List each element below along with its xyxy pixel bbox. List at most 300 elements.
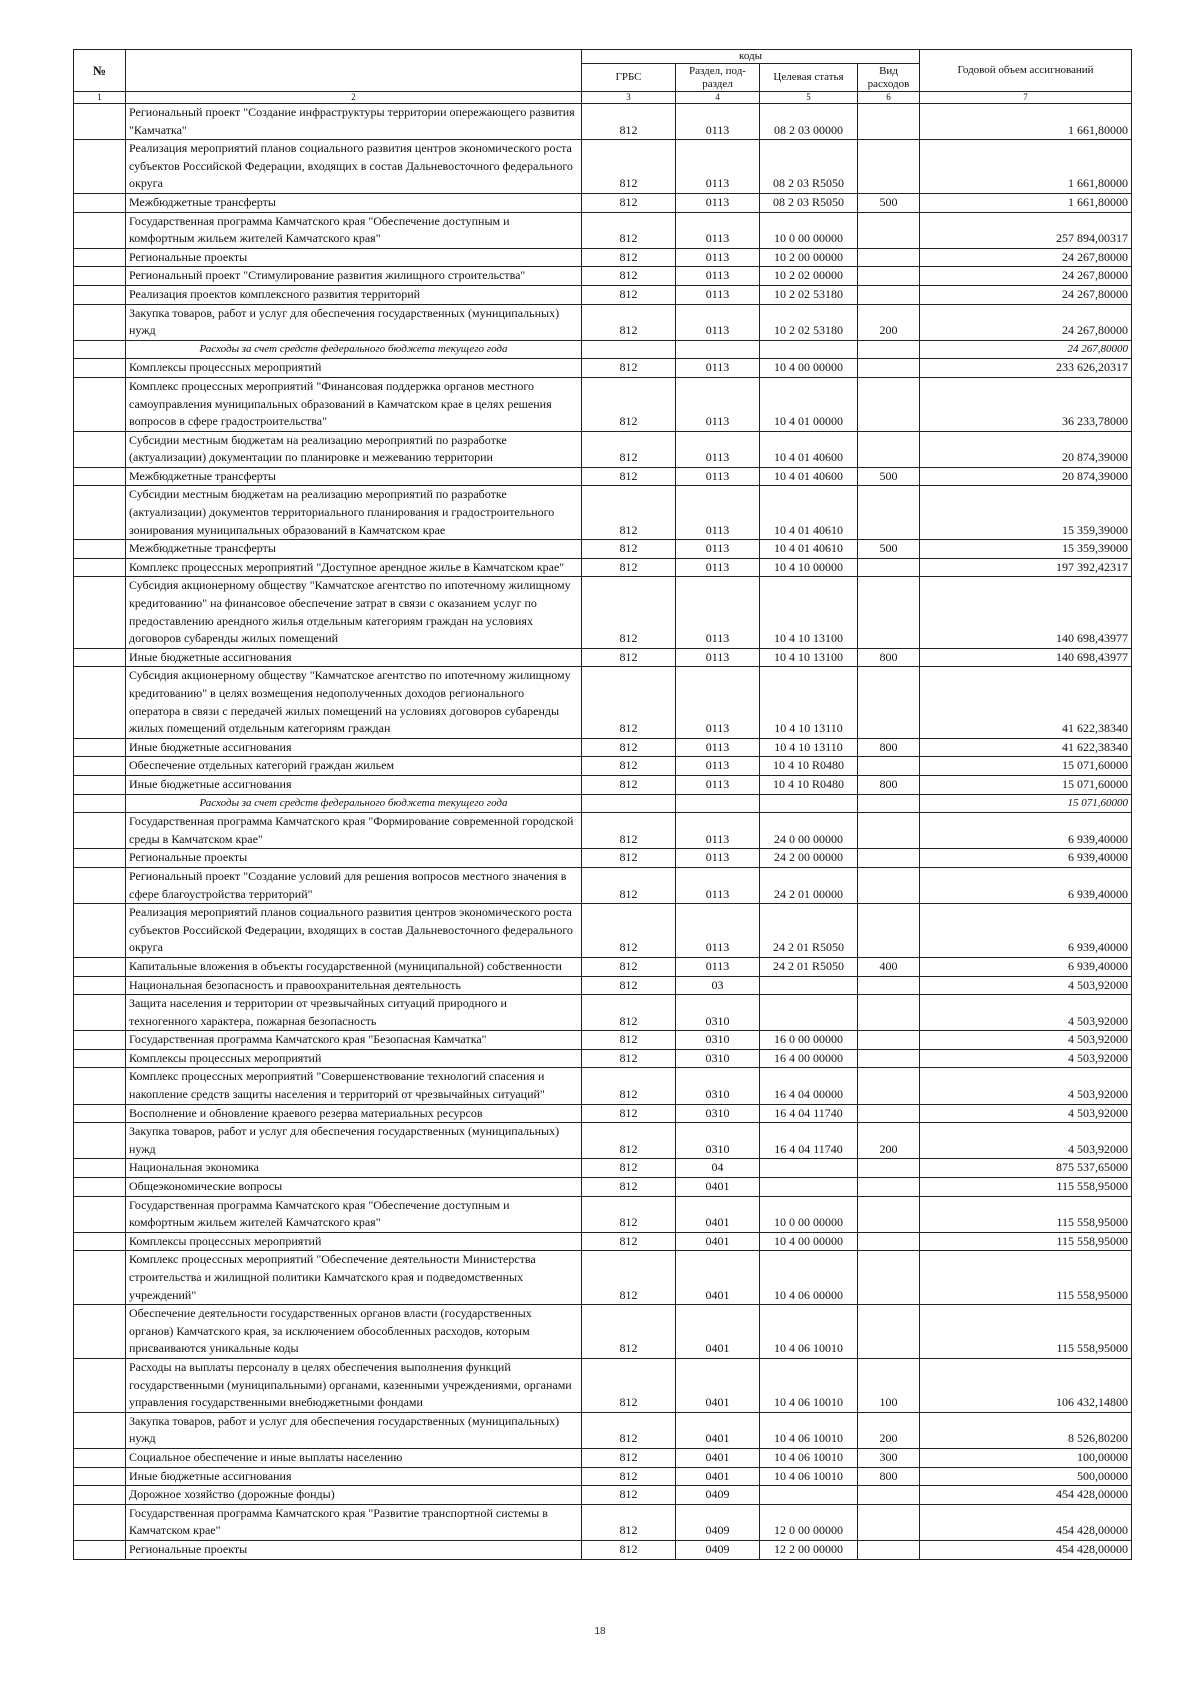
row-name-cell: Общеэкономические вопросы [126,1178,582,1197]
row-vid-cell: 100 [858,1358,920,1412]
row-amount-cell: 1 661,80000 [920,104,1132,140]
row-name-cell: Обеспечение деятельности государственных органов власти (государственных органов) Камчатского края, за исключением обособленных расходов, которым присваиваются уникальные коды [126,1305,582,1359]
row-number-cell [74,1159,126,1178]
row-vid-cell [858,486,920,540]
col-number: 2 [126,92,582,104]
row-amount-cell: 41 622,38340 [920,667,1132,738]
row-number-cell [74,267,126,286]
table-row [74,957,1132,976]
row-number-cell [74,486,126,540]
row-amount-cell: 4 503,92000 [920,995,1132,1031]
row-name-cell: Обеспечение отдельных категорий граждан жильем [126,757,582,776]
row-section-cell [676,794,760,813]
row-number-cell [74,667,126,738]
row-target-cell: 10 4 10 13110 [760,667,858,738]
row-vid-cell: 800 [858,775,920,794]
row-number-cell [74,577,126,648]
row-name-cell: Реализация мероприятий планов социального развития центров экономического роста субъектов Российской Федерации, входящих в состав Дальневосточного федерального округа [126,904,582,958]
row-vid-cell [858,340,920,359]
col-number: 7 [920,92,1132,104]
row-amount-cell: 1 661,80000 [920,193,1132,212]
row-amount-cell: 6 939,40000 [920,957,1132,976]
row-name-cell: Закупка товаров, работ и услуг для обеспечения государственных (муниципальных) нужд [126,1412,582,1448]
row-target-cell: 10 4 10 13110 [760,738,858,757]
row-amount-cell: 257 894,00317 [920,212,1132,248]
row-grbs-cell: 812 [582,304,676,340]
row-grbs-cell: 812 [582,1159,676,1178]
row-number-cell [74,431,126,467]
row-vid-cell: 200 [858,1123,920,1159]
row-number-cell [74,1232,126,1251]
table-row [74,1196,1132,1232]
row-number-cell [74,1412,126,1448]
row-target-cell: 16 0 00 00000 [760,1031,858,1050]
row-name-cell: Государственная программа Камчатского края "Обеспечение доступным и комфортным жильем жителей Камчатского края" [126,1196,582,1232]
row-name-cell: Региональный проект "Создание условий для решения вопросов местного значения в сфере благоустройства территорий" [126,867,582,903]
row-section-cell: 0113 [676,648,760,667]
row-amount-cell: 20 874,39000 [920,467,1132,486]
row-amount-cell: 4 503,92000 [920,976,1132,995]
col-number: 3 [582,92,676,104]
row-grbs-cell: 812 [582,1104,676,1123]
table-row [74,267,1132,286]
row-section-cell: 0113 [676,140,760,194]
row-grbs-cell: 812 [582,104,676,140]
table-row [74,304,1132,340]
row-amount-cell: 115 558,95000 [920,1178,1132,1197]
table-row [74,285,1132,304]
row-grbs-cell: 812 [582,1540,676,1559]
row-section-cell [676,340,760,359]
table-row [74,1178,1132,1197]
header-section: Раздел, под-раздел [676,64,760,92]
row-amount-cell: 24 267,80000 [920,340,1132,359]
row-name-cell: Субсидия акционерному обществу "Камчатское агентство по ипотечному жилищному кредитованию" на финансовое обеспечение затрат в связи с оказанием услуг по предоставлению арендного жилья отдельным категориям граждан на условиях договоров субаренды жилых помещений [126,577,582,648]
row-grbs-cell: 812 [582,1196,676,1232]
row-name-cell: Государственная программа Камчатского края "Безопасная Камчатка" [126,1031,582,1050]
row-grbs-cell [582,340,676,359]
table-row [74,486,1132,540]
header-no: № [74,50,126,92]
row-amount-cell: 15 071,60000 [920,775,1132,794]
row-amount-cell: 24 267,80000 [920,248,1132,267]
row-amount-cell: 15 071,60000 [920,757,1132,776]
table-row [74,1159,1132,1178]
row-section-cell: 0113 [676,757,760,776]
table-row [74,1467,1132,1486]
row-amount-cell: 140 698,43977 [920,648,1132,667]
row-number-cell [74,104,126,140]
table-row [74,1049,1132,1068]
row-target-cell: 10 2 00 00000 [760,248,858,267]
row-vid-cell: 200 [858,1412,920,1448]
row-grbs-cell: 812 [582,1467,676,1486]
row-vid-cell [858,1540,920,1559]
row-number-cell [74,377,126,431]
row-target-cell [760,1178,858,1197]
table-row [74,248,1132,267]
table-row [74,813,1132,849]
budget-table-sheet [73,49,1131,1560]
row-name-cell: Комплекс процессных мероприятий "Обеспечение деятельности Министерства строительства и жилищной политики Камчатского края и подведомственных учреждений" [126,1251,582,1305]
row-target-cell: 10 4 10 00000 [760,558,858,577]
row-number-cell [74,304,126,340]
row-vid-cell [858,1031,920,1050]
row-vid-cell: 500 [858,193,920,212]
row-target-cell: 10 4 01 40600 [760,431,858,467]
row-name-cell: Межбюджетные трансферты [126,540,582,559]
row-vid-cell [858,1504,920,1540]
row-vid-cell [858,995,920,1031]
row-grbs-cell: 812 [582,904,676,958]
row-name-cell: Региональные проекты [126,849,582,868]
row-target-cell: 10 4 01 40600 [760,467,858,486]
row-target-cell: 24 2 01 R5050 [760,904,858,958]
row-amount-cell: 15 359,39000 [920,540,1132,559]
row-grbs-cell: 812 [582,957,676,976]
row-number-cell [74,1504,126,1540]
row-vid-cell [858,558,920,577]
row-target-cell: 24 0 00 00000 [760,813,858,849]
row-section-cell: 0409 [676,1504,760,1540]
row-section-cell: 0401 [676,1305,760,1359]
row-vid-cell [858,212,920,248]
row-target-cell: 24 2 01 00000 [760,867,858,903]
row-name-cell: Иные бюджетные ассигнования [126,1467,582,1486]
row-target-cell: 16 4 04 11740 [760,1123,858,1159]
row-grbs-cell: 812 [582,1232,676,1251]
table-row [74,1448,1132,1467]
row-target-cell: 16 4 04 11740 [760,1104,858,1123]
row-section-cell: 0113 [676,285,760,304]
row-vid-cell [858,1068,920,1104]
row-target-cell: 10 0 00 00000 [760,1196,858,1232]
row-number-cell [74,995,126,1031]
row-section-cell: 0113 [676,738,760,757]
row-grbs-cell: 812 [582,248,676,267]
row-target-cell: 10 4 10 R0480 [760,757,858,776]
row-grbs-cell: 812 [582,1504,676,1540]
row-section-cell: 0401 [676,1196,760,1232]
row-amount-cell: 106 432,14800 [920,1358,1132,1412]
row-target-cell: 16 4 04 00000 [760,1068,858,1104]
row-number-cell [74,1049,126,1068]
table-row [74,1504,1132,1540]
row-name-cell: Дорожное хозяйство (дорожные фонды) [126,1486,582,1505]
row-number-cell [74,738,126,757]
row-amount-cell: 875 537,65000 [920,1159,1132,1178]
table-row [74,212,1132,248]
table-row [74,1412,1132,1448]
row-section-cell: 0310 [676,1049,760,1068]
table-row [74,140,1132,194]
row-number-cell [74,140,126,194]
row-vid-cell: 400 [858,957,920,976]
row-grbs-cell: 812 [582,467,676,486]
row-section-cell: 04 [676,1159,760,1178]
table-row [74,1232,1132,1251]
row-name-cell: Субсидия акционерному обществу "Камчатское агентство по ипотечному жилищному кредитованию" в целях возмещения недополученных доходов регионального оператора в связи с передачей жилых помещений на условиях договоров субаренды жилых помещений отдельным категориям граждан [126,667,582,738]
row-number-cell [74,813,126,849]
row-grbs-cell: 812 [582,193,676,212]
row-section-cell: 0310 [676,1123,760,1159]
row-name-cell: Закупка товаров, работ и услуг для обеспечения государственных (муниципальных) нужд [126,304,582,340]
table-row [74,667,1132,738]
row-grbs-cell: 812 [582,1412,676,1448]
row-vid-cell [858,359,920,378]
table-row [74,1540,1132,1559]
row-number-cell [74,904,126,958]
row-vid-cell: 800 [858,648,920,667]
row-grbs-cell: 812 [582,867,676,903]
row-section-cell: 0113 [676,904,760,958]
row-grbs-cell: 812 [582,1068,676,1104]
row-amount-cell: 500,00000 [920,1467,1132,1486]
row-number-cell [74,1251,126,1305]
row-amount-cell: 15 071,60000 [920,794,1132,813]
row-name-cell: Расходы за счет средств федерального бюджета текущего года [126,340,582,359]
row-amount-cell: 6 939,40000 [920,904,1132,958]
row-name-cell: Социальное обеспечение и иные выплаты населению [126,1448,582,1467]
row-number-cell [74,193,126,212]
row-target-cell: 10 4 10 R0480 [760,775,858,794]
row-section-cell: 0113 [676,957,760,976]
page-number: 18 [594,1626,606,1637]
row-target-cell: 10 4 06 10010 [760,1305,858,1359]
row-name-cell: Государственная программа Камчатского края "Развитие транспортной системы в Камчатском крае" [126,1504,582,1540]
table-row [74,1068,1132,1104]
row-grbs-cell: 812 [582,577,676,648]
row-section-cell: 0113 [676,486,760,540]
row-target-cell [760,976,858,995]
row-name-cell: Межбюджетные трансферты [126,193,582,212]
row-name-cell: Капитальные вложения в объекты государственной (муниципальной) собственности [126,957,582,976]
row-target-cell: 08 2 03 00000 [760,104,858,140]
table-row [74,377,1132,431]
table-row [74,1358,1132,1412]
table-row [74,976,1132,995]
row-number-cell [74,1448,126,1467]
row-grbs-cell: 812 [582,757,676,776]
row-number-cell [74,1104,126,1123]
table-row [74,193,1132,212]
col-number: 5 [760,92,858,104]
row-grbs-cell: 812 [582,1251,676,1305]
table-row [74,738,1132,757]
row-target-cell: 24 2 00 00000 [760,849,858,868]
row-name-cell: Региональный проект "Стимулирование развития жилищного строительства" [126,267,582,286]
column-number-row [74,92,1132,104]
table-row [74,849,1132,868]
row-amount-cell: 115 558,95000 [920,1232,1132,1251]
header-codes: коды [582,50,920,64]
row-grbs-cell: 812 [582,1049,676,1068]
header-grbs: ГРБС [582,64,676,92]
row-section-cell: 03 [676,976,760,995]
row-grbs-cell: 812 [582,285,676,304]
row-grbs-cell: 812 [582,1305,676,1359]
row-target-cell [760,1486,858,1505]
row-number-cell [74,1358,126,1412]
row-name-cell: Комплексы процессных мероприятий [126,1049,582,1068]
row-grbs-cell: 812 [582,267,676,286]
row-section-cell: 0409 [676,1486,760,1505]
header-target: Целевая статья [760,64,858,92]
row-amount-cell: 4 503,92000 [920,1104,1132,1123]
table-row [74,467,1132,486]
row-target-cell [760,794,858,813]
col-number: 1 [74,92,126,104]
row-grbs-cell: 812 [582,667,676,738]
row-number-cell [74,757,126,776]
row-name-cell: Иные бюджетные ассигнования [126,775,582,794]
row-amount-cell: 24 267,80000 [920,267,1132,286]
row-target-cell: 16 4 00 00000 [760,1049,858,1068]
row-amount-cell: 454 428,00000 [920,1540,1132,1559]
row-number-cell [74,794,126,813]
row-name-cell: Субсидии местным бюджетам на реализацию мероприятий по разработке (актуализации) документов территориального планирования и градостроительного зонирования муниципальных образований в Камчатском крае [126,486,582,540]
row-target-cell: 10 4 01 40610 [760,540,858,559]
row-vid-cell [858,794,920,813]
row-grbs-cell: 812 [582,1486,676,1505]
table-row [74,1251,1132,1305]
row-section-cell: 0113 [676,558,760,577]
row-section-cell: 0113 [676,667,760,738]
row-grbs-cell: 812 [582,1031,676,1050]
row-section-cell: 0113 [676,775,760,794]
row-vid-cell [858,285,920,304]
row-target-cell: 10 4 00 00000 [760,359,858,378]
row-name-cell: Субсидии местным бюджетам на реализацию мероприятий по разработке (актуализации) документации по планировке и межеванию территории [126,431,582,467]
row-vid-cell [858,1486,920,1505]
row-vid-cell [858,267,920,286]
row-vid-cell [858,577,920,648]
row-vid-cell: 800 [858,738,920,757]
row-vid-cell [858,1251,920,1305]
row-target-cell: 10 4 00 00000 [760,1232,858,1251]
row-number-cell [74,1540,126,1559]
row-grbs-cell: 812 [582,995,676,1031]
row-section-cell: 0113 [676,540,760,559]
row-name-cell: Региональные проекты [126,1540,582,1559]
row-section-cell: 0401 [676,1448,760,1467]
row-target-cell: 10 4 06 10010 [760,1467,858,1486]
row-name-cell: Восполнение и обновление краевого резерва материальных ресурсов [126,1104,582,1123]
row-name-cell: Комплекс процессных мероприятий "Доступное арендное жилье в Камчатском крае" [126,558,582,577]
row-amount-cell: 233 626,20317 [920,359,1132,378]
row-vid-cell [858,867,920,903]
row-amount-cell: 115 558,95000 [920,1251,1132,1305]
row-amount-cell: 36 233,78000 [920,377,1132,431]
row-vid-cell [858,813,920,849]
row-grbs-cell: 812 [582,1358,676,1412]
row-grbs-cell: 812 [582,1123,676,1159]
row-amount-cell: 4 503,92000 [920,1049,1132,1068]
row-vid-cell [858,1305,920,1359]
table-row [74,104,1132,140]
col-number: 4 [676,92,760,104]
row-vid-cell [858,757,920,776]
row-number-cell [74,248,126,267]
row-number-cell [74,1123,126,1159]
row-number-cell [74,775,126,794]
row-amount-cell: 24 267,80000 [920,304,1132,340]
row-number-cell [74,1068,126,1104]
row-section-cell: 0113 [676,193,760,212]
table-row [74,540,1132,559]
header-vid: Вид расходов [858,64,920,92]
table-row [74,867,1132,903]
table-row [74,1123,1132,1159]
row-number-cell [74,1178,126,1197]
row-amount-cell: 115 558,95000 [920,1305,1132,1359]
row-name-cell: Комплексы процессных мероприятий [126,1232,582,1251]
row-target-cell: 10 4 10 13100 [760,577,858,648]
table-row [74,577,1132,648]
row-section-cell: 0113 [676,359,760,378]
row-number-cell [74,976,126,995]
row-name-cell: Государственная программа Камчатского края "Обеспечение доступным и комфортным жильем жителей Камчатского края" [126,212,582,248]
row-grbs-cell: 812 [582,212,676,248]
row-amount-cell: 197 392,42317 [920,558,1132,577]
row-amount-cell: 454 428,00000 [920,1486,1132,1505]
row-vid-cell [858,140,920,194]
row-target-cell: 10 4 06 00000 [760,1251,858,1305]
row-target-cell: 12 0 00 00000 [760,1504,858,1540]
row-target-cell: 10 2 02 53180 [760,304,858,340]
row-vid-cell [858,1178,920,1197]
row-grbs-cell: 812 [582,431,676,467]
budget-allocation-table [73,49,1132,1560]
row-grbs-cell: 812 [582,648,676,667]
row-amount-cell: 4 503,92000 [920,1123,1132,1159]
row-amount-cell: 454 428,00000 [920,1504,1132,1540]
row-target-cell: 10 2 02 53180 [760,285,858,304]
row-vid-cell [858,1159,920,1178]
row-vid-cell [858,1049,920,1068]
row-vid-cell [858,1232,920,1251]
row-target-cell [760,995,858,1031]
row-name-cell: Комплексы процессных мероприятий [126,359,582,378]
row-amount-cell: 8 526,80200 [920,1412,1132,1448]
row-name-cell: Комплекс процессных мероприятий "Финансовая поддержка органов местного самоуправления муниципальных образований в Камчатском крае в целях решения вопросов в сфере градостроительства" [126,377,582,431]
row-vid-cell: 500 [858,467,920,486]
table-row [74,757,1132,776]
row-amount-cell: 20 874,39000 [920,431,1132,467]
row-number-cell [74,1467,126,1486]
row-number-cell [74,359,126,378]
row-number-cell [74,1196,126,1232]
table-row [74,359,1132,378]
row-section-cell: 0409 [676,1540,760,1559]
row-name-cell: Защита населения и территории от чрезвычайных ситуаций природного и техногенного характера, пожарная безопасность [126,995,582,1031]
row-name-cell: Реализация мероприятий планов социального развития центров экономического роста субъектов Российской Федерации, входящих в состав Дальневосточного федерального округа [126,140,582,194]
row-vid-cell: 800 [858,1467,920,1486]
row-target-cell: 08 2 03 R5050 [760,140,858,194]
row-vid-cell [858,1196,920,1232]
row-name-cell: Реализация проектов комплексного развития территорий [126,285,582,304]
table-row [74,340,1132,359]
row-section-cell: 0113 [676,377,760,431]
row-section-cell: 0113 [676,849,760,868]
row-number-cell [74,849,126,868]
header-amount: Годовой объем ассигнований [920,50,1132,92]
row-grbs-cell: 812 [582,377,676,431]
table-row [74,1486,1132,1505]
row-grbs-cell: 812 [582,558,676,577]
row-target-cell: 10 4 06 10010 [760,1358,858,1412]
row-section-cell: 0310 [676,1031,760,1050]
